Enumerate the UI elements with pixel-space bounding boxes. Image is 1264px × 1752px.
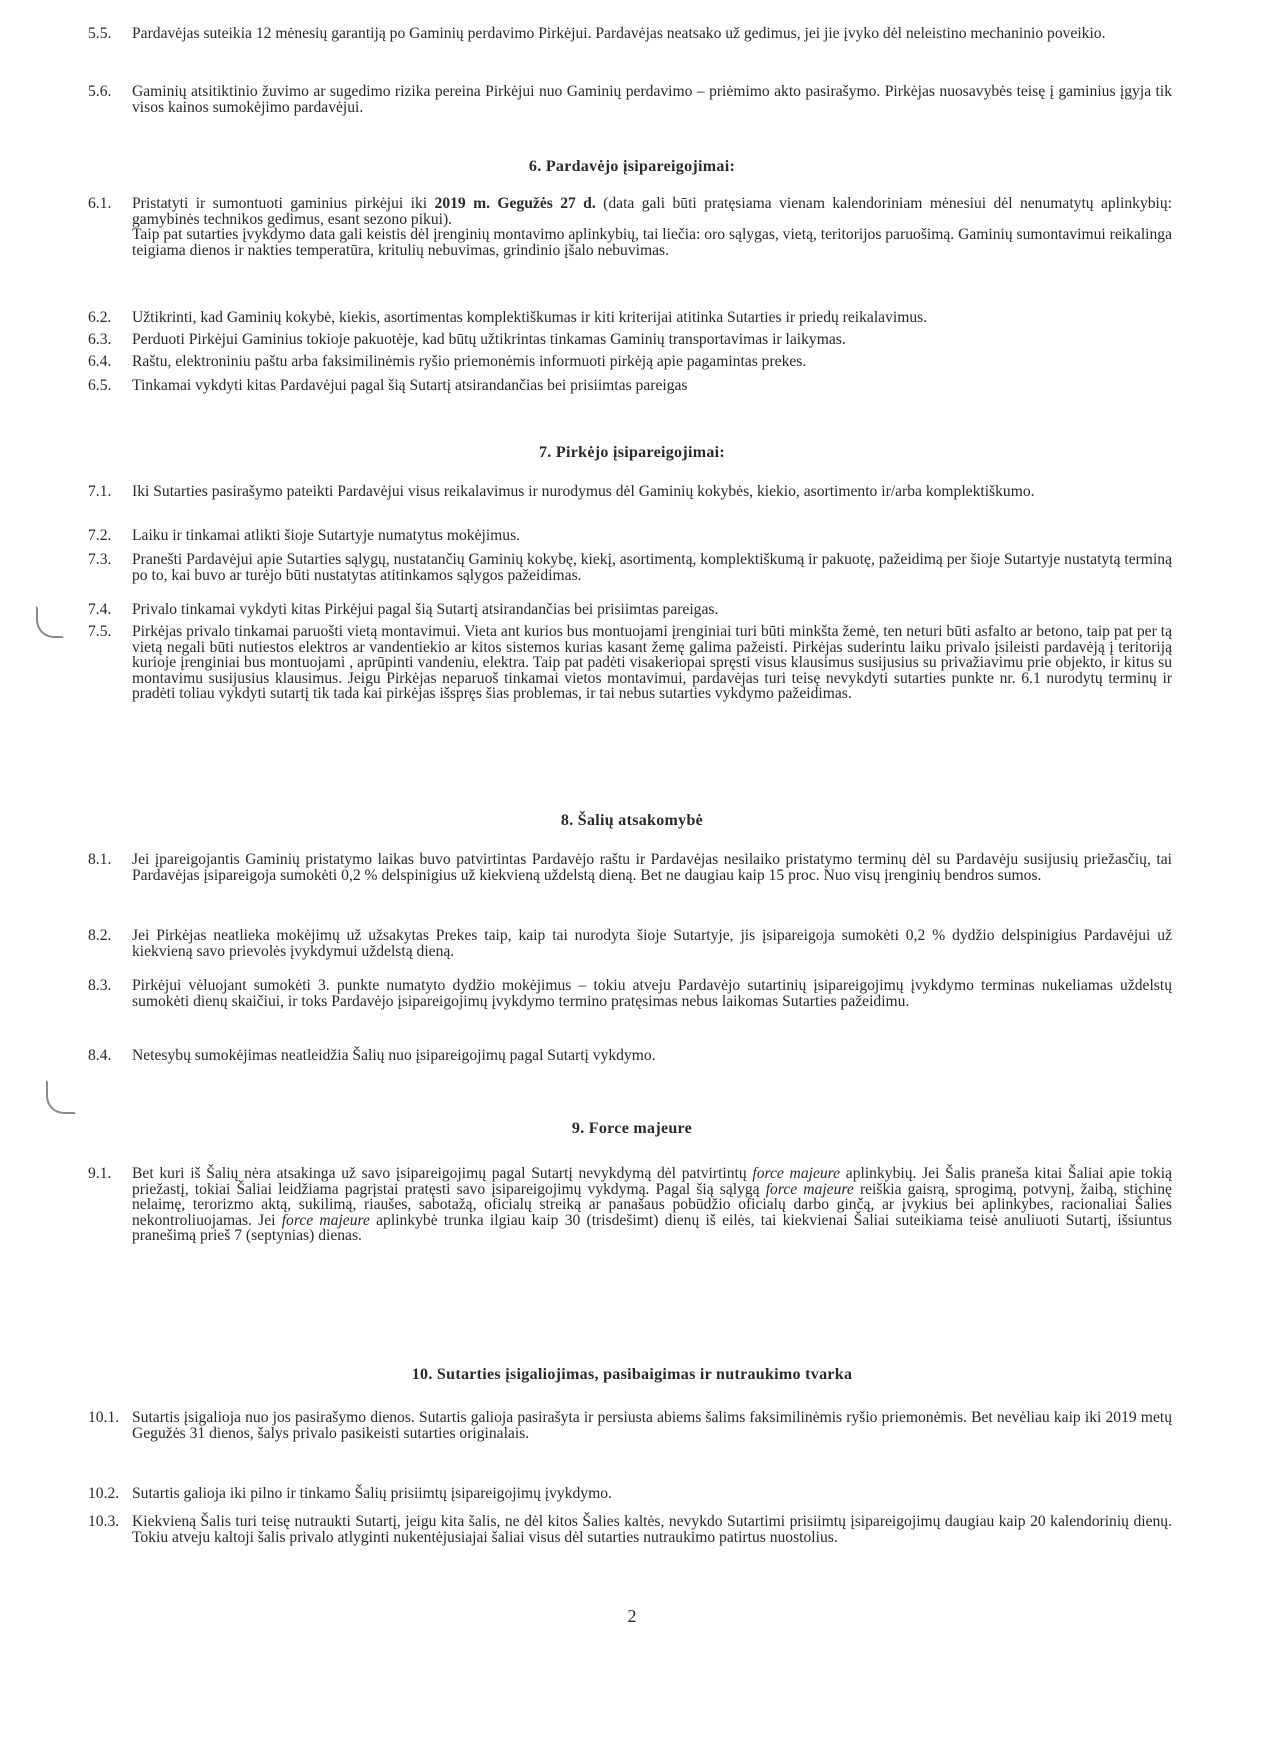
clause-text: Pranešti Pardavėjui apie Sutarties sąlygų, nustatančių Gaminių kokybę, kiekį, asortimentą, komplektiškumą ir pakuotę, pažeidimą per šioje Sutartyje nustatytą terminą po to, kai buvo ar turėjo būti nustatytas atitinkamos sąlygos pažeidimas. <box>132 551 1172 584</box>
clause-8-1 <box>88 852 1172 883</box>
clause-text: Tinkamai vykdyti kitas Pardavėjui pagal šią Sutartį atsirandančias bei prisiimtas pareigas <box>132 377 688 394</box>
clause-text: Laiku ir tinkamai atlikti šioje Sutartyje numatytus mokėjimus. <box>132 527 521 544</box>
section-heading-8: 8. Šalių atsakomybė <box>560 812 704 829</box>
clause-number: 9.1. <box>88 1165 112 1182</box>
section-heading-10: 10. Sutarties įsigaliojimas, pasibaigimas ir nutraukimo tvarka <box>411 1366 853 1383</box>
clause-text: Pirkėjas privalo tinkamai paruošti vietą montavimui. Vieta ant kurios bus montuojami įrenginiai turi būti minkšta žemė, ten neturi būti asfalto ar betono, taip pat per tą vietą negali būti nutiestos elektros ar vandentiekio ar kitos sistemos kurias kasant žemę galima pažeisti. Pirkėjas suderintu laiku privalo įsileisti pardavėją į teritoriją kurioje įrenginiai bus montuojami , aprūpinti vandeniu, elektra. Taip pat padėti visakeriopai spręsti visus klausimus susijusius su privažiavimu prie objekto, ir kitus su montavimu susijusius klausimus. Jeigu Pirkėjas neparuoš tinkamai vietos montavimui, pardavėjas turi teisę nevykdyti sutarties punkte nr. 6.1 nurodytų terminų ir pradėti toliau vykdyti sutartį tik tada kai pirkėjas išspręs šias problemas, ir tai nebus sutarties vykdymo pažeidimas. <box>132 623 1172 703</box>
clause-text: Jei įpareigojantis Gaminių pristatymo laikas buvo patvirtintas Pardavėjo raštu ir Pardavėjas nesilaiko pristatymo terminų dėl su Pardavėju susijusių priežasčių, tai Pardavėjas įsipareigoja sumokėti 0,2 % delspinigius už kiekvieną uždelstą dieną. Bet ne daugiau kaip 15 proc. Nuo visų įrenginių bendros sumos. <box>132 851 1172 884</box>
clause-9-1 <box>88 1166 1172 1244</box>
clause-number: 10.3. <box>88 1513 120 1530</box>
clause-number: 10.2. <box>88 1485 120 1502</box>
clause-number: 6.1. <box>88 195 112 212</box>
clause-number: 5.5. <box>88 25 112 42</box>
clause-8-3 <box>88 978 1172 1009</box>
clause-number: 6.3. <box>88 331 112 348</box>
clause-10-1 <box>88 1410 1172 1441</box>
clause-7-5 <box>88 624 1172 702</box>
clause-7-4 <box>88 602 1172 618</box>
clause-8-2 <box>88 928 1172 959</box>
clause-6-2 <box>88 310 1172 326</box>
clause-text: Bet kuri iš Šalių nėra atsakinga už savo įsipareigojimų pagal Sutartį nevykdymą dėl patvirtintų force majeure aplinkybių. Jei Šalis praneša kitai Šaliai apie tokią priežastį, tokiai Šaliai leidžiama pagrįstai pratęsti savo įsipareigojimų vykdymą. Pagal šią sąlygą force majeure reiškia gaisrą, sprogimą, potvynį, žaibą, stichinę nelaimę, terorizmo aktą, sukilimą, riaušes, sabotažą, oficialų streiką ar panašaus pobūdžio oficialų darbo ginčą, ar įvykius bei aplinkybes, racionaliai Šalies nekontroliuojamas. Jei force majeure aplinkybė trunka ilgiau kaip 30 (trisdešimt) dienų iš eilės, tai kiekvienai Šaliai suteikiama teisė anuliuoti Sutartį, išsiuntus pranešimą prieš 7 (septynias) dienas. <box>132 1165 1173 1245</box>
clause-number: 6.5. <box>88 377 112 394</box>
section-heading-7: 7. Pirkėjo įsipareigojimai: <box>539 444 725 461</box>
clause-number: 8.2. <box>88 927 112 944</box>
clause-text: Netesybų sumokėjimas neatleidžia Šalių nuo įsipareigojimų pagal Sutartį vykdymo. <box>132 1047 656 1064</box>
clause-text: Jei Pirkėjas neatlieka mokėjimų už užsakytas Prekes taip, kaip tai nurodyta šioje Sutartyje, jis įsipareigoja sumokėti 0,2 % dydžio delspinigius Pardavėjui už kiekvieną savo prievolės įvykdymui uždelstą dieną. <box>132 927 1172 960</box>
section-heading-6: 6. Pardavėjo įsipareigojimai: <box>528 158 736 175</box>
clause-number: 7.5. <box>88 623 112 640</box>
clause-text: Raštu, elektroniniu paštu arba faksimilinėmis ryšio priemonėmis informuoti pirkėją apie pagamintas prekes. <box>132 353 807 370</box>
clause-number: 7.4. <box>88 601 112 618</box>
clause-number: 7.3. <box>88 551 112 568</box>
punch-mark <box>46 1080 76 1114</box>
clause-8-4 <box>88 1048 1172 1064</box>
deadline-date: 2019 m. Gegužės 27 d. <box>434 195 596 212</box>
clause-text: Gaminių atsitiktinio žuvimo ar sugedimo rizika pereina Pirkėjui nuo Gaminių perdavimo – priėmimo akto pasirašymo. Pirkėjas nuosavybės teisę į gaminius įgyja tik visos kainos sumokėjimo pardavėjui. <box>132 83 1172 116</box>
clause-text: Pardavėjas suteikia 12 mėnesių garantiją po Gaminių perdavimo Pirkėjui. Pardavėjas neatsako už gedimus, jei jie įvyko dėl neleistino mechaninio poveikio. <box>132 25 1106 42</box>
clause-text: Užtikrinti, kad Gaminių kokybė, kiekis, asortimentas komplektiškumas ir kiti kriterijai atitinka Sutarties ir priedų reikalavimus. <box>132 309 928 326</box>
clause-number: 5.6. <box>88 83 112 100</box>
clause-text: Iki Sutarties pasirašymo pateikti Pardavėjui visus reikalavimus ir nurodymus dėl Gaminių kokybės, kiekio, asortimento ir/arba komplektiškumo. <box>132 483 1035 500</box>
clause-6-3 <box>88 332 1172 348</box>
clause-number: 8.3. <box>88 977 112 994</box>
clause-text: Perduoti Pirkėjui Gaminius tokioje pakuotėje, kad būtų užtikrintas tinkamas Gaminių transportavimas ir laikymas. <box>132 331 846 348</box>
clause-text-extra: Taip pat sutarties įvykdymo data gali keistis dėl įrenginių montavimo aplinkybių, tai liečia: oro sąlygas, vietą, teritorijos paruošimą. Gaminių sumontavimui reikalinga teigiama dienos ir nakties temperatūra, kritulių nebuvimas, grindinio įšalo nebuvimas. <box>132 226 1173 259</box>
clause-text: Privalo tinkamai vykdyti kitas Pirkėjui pagal šią Sutartį atsirandančias bei prisiimtas pareigas. <box>132 601 719 618</box>
clause-text: Sutartis galioja iki pilno ir tinkamo Šalių prisiimtų įsipareigojimų įvykdymo. <box>132 1485 612 1502</box>
clause-6-5 <box>88 378 1172 394</box>
clause-text: Pirkėjui vėluojant sumokėti 3. punkte numatyto dydžio mokėjimus – tokiu atveju Pardavėjo sutartinių įsipareigojimų įvykdymo terminas nukeliamas uždelstų sumokėti dienų skaičiui, ir toks Pardavėjo įsipareigojimų įvykdymo termino pratęsimas nebus laikomas Sutarties pažeidimu. <box>132 977 1172 1010</box>
clause-number: 6.2. <box>88 309 112 326</box>
clause-5-5 <box>88 26 1172 42</box>
clause-number: 6.4. <box>88 353 112 370</box>
page-number: 2 <box>627 1606 637 1626</box>
clause-number: 8.1. <box>88 851 112 868</box>
clause-text: Sutartis įsigalioja nuo jos pasirašymo dienos. Sutartis galioja pasirašyta ir persiusta abiems šalims faksimilinėmis ryšio priemonėmis. Bet nevėliau kaip iki 2019 metų Gegužės 31 dienos, šalys privalo pasikeisti sutarties originalais. <box>132 1409 1172 1442</box>
clause-7-3 <box>88 552 1172 583</box>
clause-number: 7.2. <box>88 527 112 544</box>
clause-7-1 <box>88 484 1172 500</box>
clause-number: 10.1. <box>88 1409 120 1426</box>
clause-6-4 <box>88 354 1172 370</box>
clause-5-6 <box>88 84 1172 115</box>
clause-10-3 <box>88 1514 1172 1545</box>
clause-text: Pristatyti ir sumontuoti gaminius pirkėjui iki 2019 m. Gegužės 27 d. (data gali būti pratęsiama vienam kalendoriniam mėnesiui dėl nenumatytų aplinkybių: gamybinės technikos gedimus, esant sezono pikui). <box>132 195 1172 228</box>
punch-mark <box>36 606 64 638</box>
section-heading-9: 9. Force majeure <box>571 1120 693 1137</box>
clause-number: 7.1. <box>88 483 112 500</box>
clause-10-2 <box>88 1486 1172 1502</box>
clause-number: 8.4. <box>88 1047 112 1064</box>
clause-6-1 <box>88 196 1172 258</box>
clause-7-2 <box>88 528 1172 544</box>
clause-text: Kiekvieną Šalis turi teisę nutraukti Sutartį, jeigu kita šalis, ne dėl kitos Šalies kaltės, nevykdo Sutartimi prisiimtų įsipareigojimų daugiau kaip 20 kalendorinių dienų. Tokiu atveju kaltoji šalis privalo atlyginti nukentėjusiajai šaliai visus dėl sutarties nutraukimo patirtus nuostolius. <box>132 1513 1172 1546</box>
